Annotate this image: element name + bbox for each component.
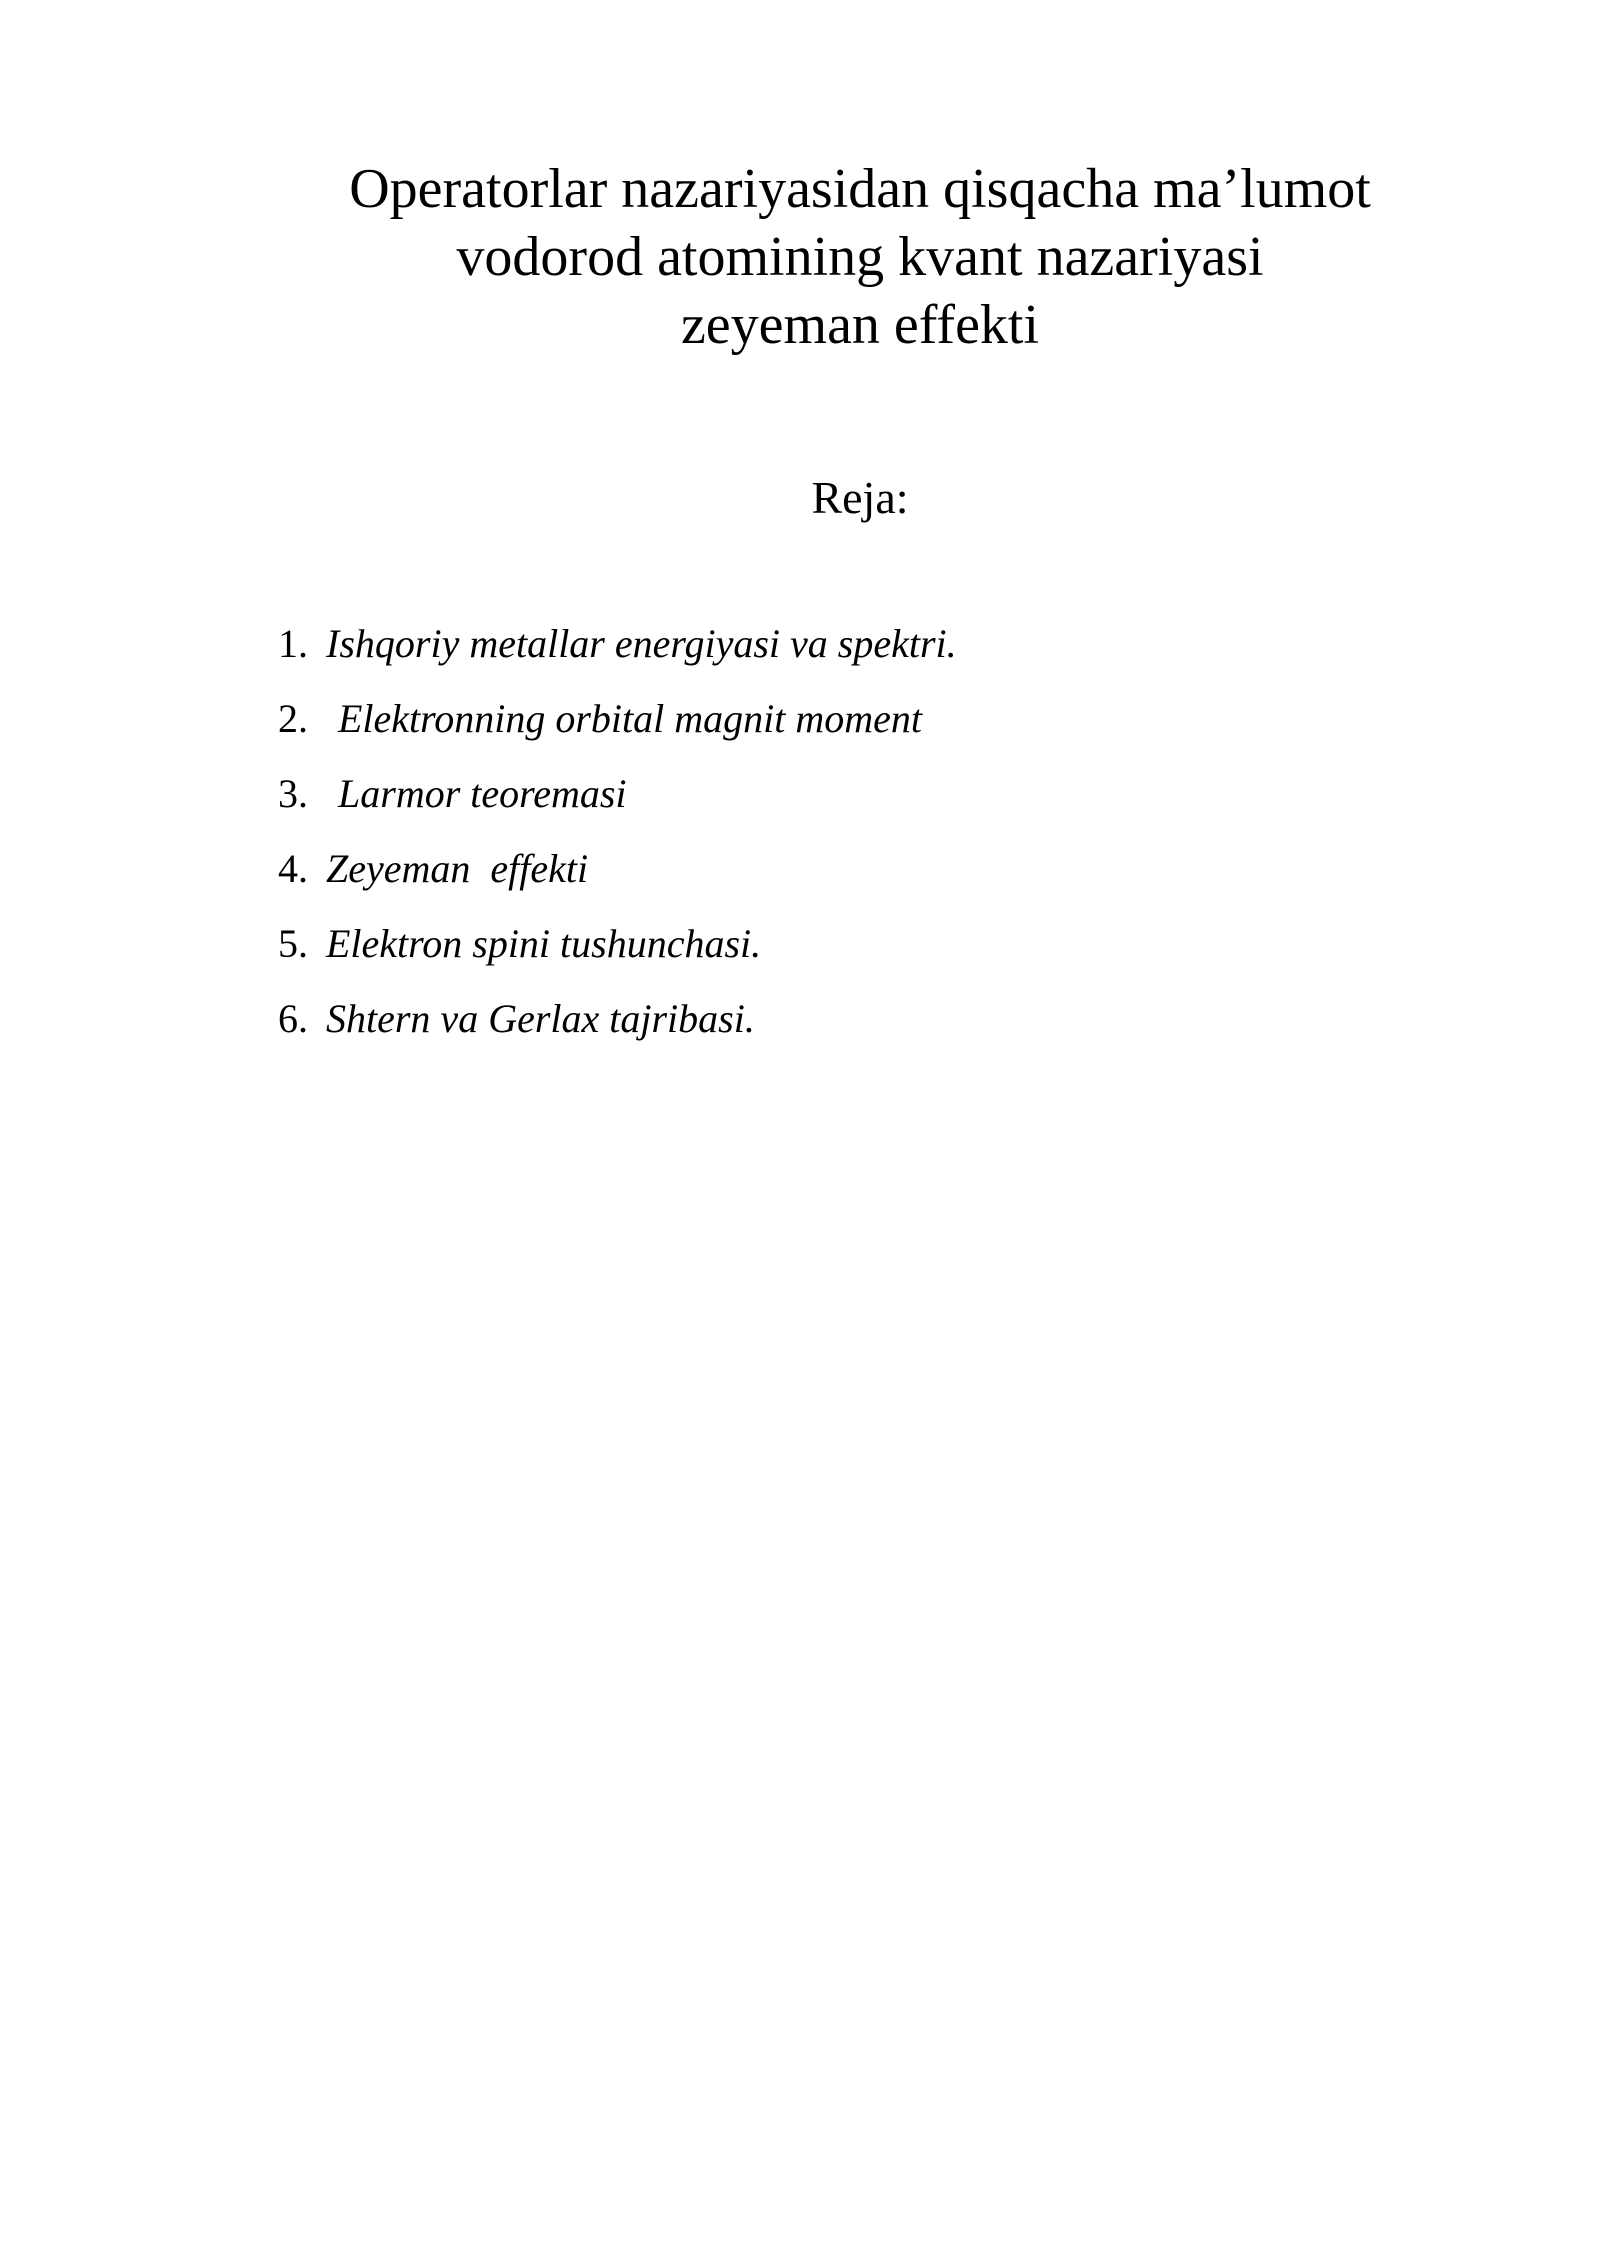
plan-item-text: Elektronning orbital magnit moment: [338, 696, 923, 741]
plan-heading: Reja:: [811, 472, 909, 523]
plan-item-number: 4.: [278, 846, 308, 891]
title-line-1: Operatorlar nazariyasidan qisqacha ma’lumot: [349, 158, 1371, 220]
plan-item-3: [278, 770, 957, 845]
plan-list: [278, 620, 957, 1070]
plan-item-number: 2.: [278, 696, 308, 741]
plan-item-text: Zeyeman effekti: [326, 846, 589, 891]
plan-item-5: [278, 920, 957, 995]
plan-item-number: 1.: [278, 621, 308, 666]
plan-item-number: 5.: [278, 921, 308, 966]
plan-item-text: Larmor teoremasi: [338, 771, 627, 816]
document-title: [0, 155, 1600, 359]
title-line-3: zeyeman effekti: [680, 294, 1040, 356]
plan-item-4: [278, 845, 957, 920]
plan-item-number: 6.: [278, 996, 308, 1041]
plan-item-text: Elektron spini tushunchasi.: [326, 921, 762, 966]
plan-item-1: [278, 620, 957, 695]
plan-item-text: Shtern va Gerlax tajribasi.: [326, 996, 755, 1041]
plan-item-number: 3.: [278, 771, 308, 816]
plan-item-text: Ishqoriy metallar energiyasi va spektri.: [326, 621, 957, 666]
plan-item-6: [278, 995, 957, 1070]
title-line-2: vodorod atomining kvant nazariyasi: [456, 226, 1264, 288]
plan-item-2: [278, 695, 957, 770]
